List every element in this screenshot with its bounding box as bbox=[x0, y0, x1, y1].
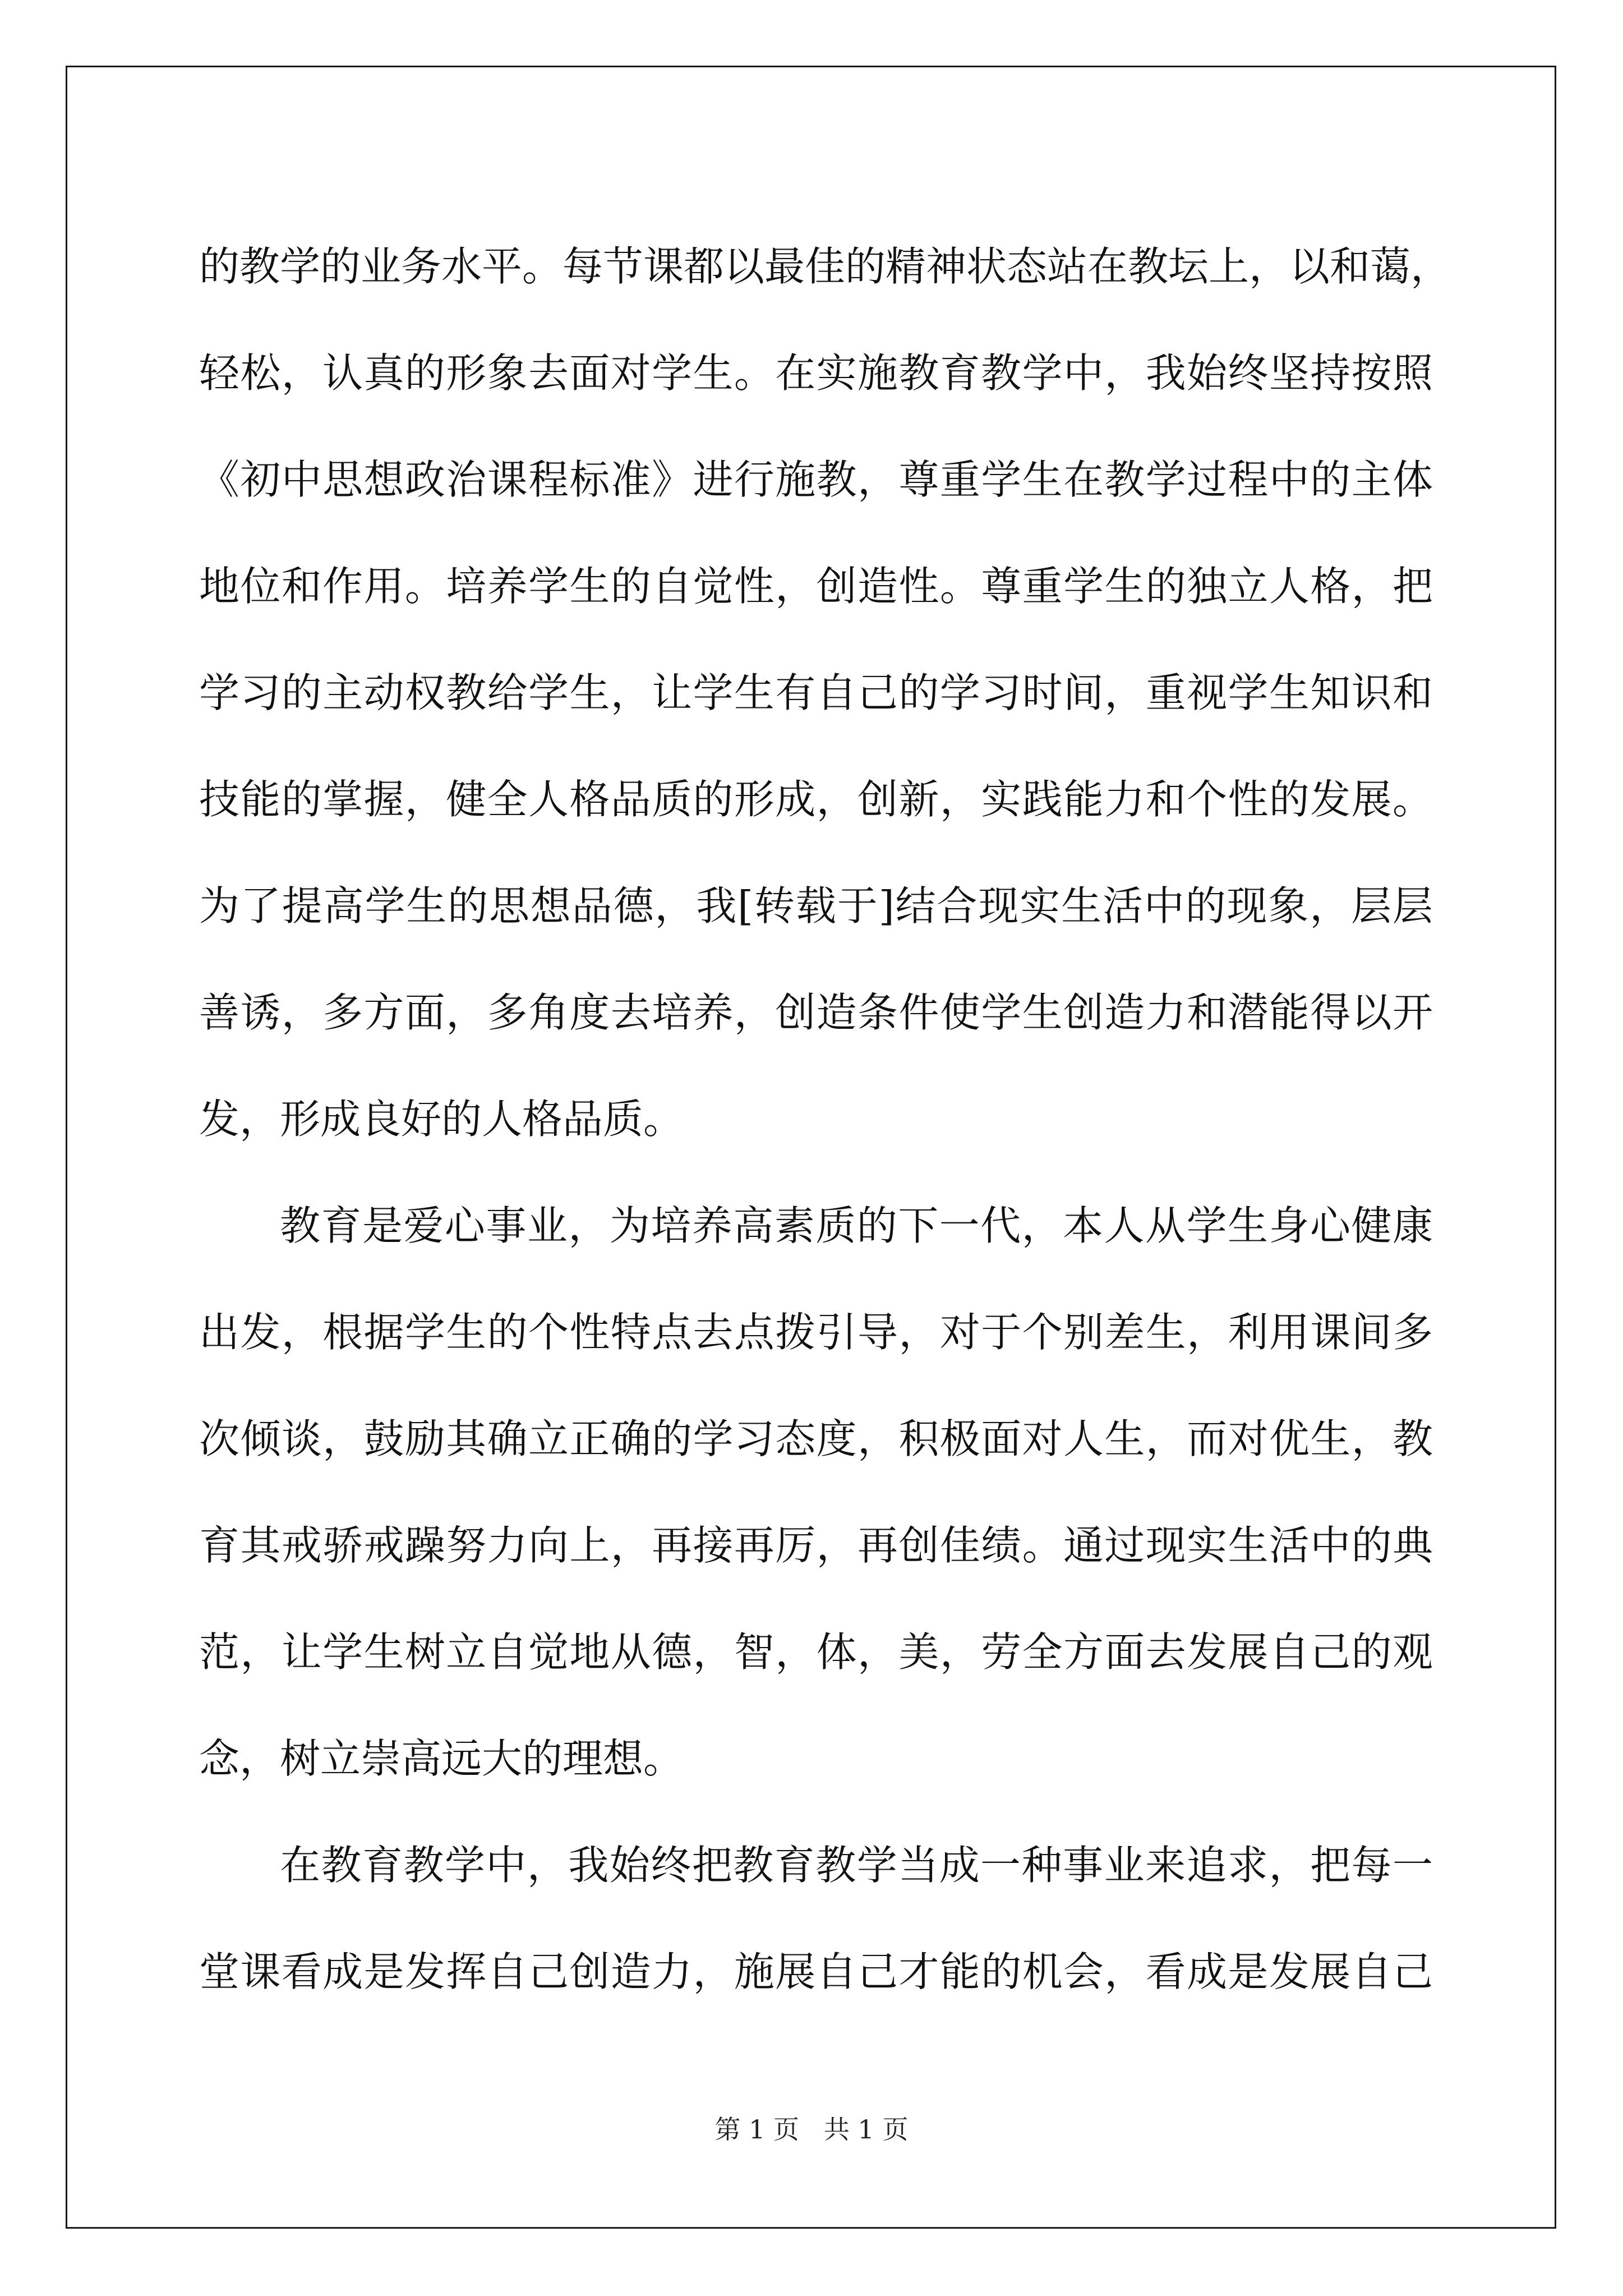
page-number: 第 1 页 bbox=[714, 2114, 800, 2145]
text-line: 的教学的业务水平。每节课都以最佳的精神状态站在教坛上，以和蔼， bbox=[199, 243, 1451, 290]
text-line: 技能的掌握，健全人格品质的形成，创新，实践能力和个性的发展。 bbox=[199, 776, 1433, 823]
text-line: 在教育教学中，我始终把教育教学当成一种事业来追求，把每一 bbox=[280, 1842, 1433, 1889]
text-line: 学习的主动权教给学生，让学生有自己的学习时间，重视学生知识和 bbox=[199, 669, 1433, 716]
text-line: 育其戒骄戒躁努力向上，再接再厉，再创佳绩。通过现实生活中的典 bbox=[199, 1522, 1433, 1569]
text-line: 轻松，认真的形象去面对学生。在实施教育教学中，我始终坚持按照 bbox=[199, 349, 1433, 397]
text-line: 《初中思想政治课程标准》进行施教，尊重学生在教学过程中的主体 bbox=[199, 456, 1433, 503]
text-line: 出发，根据学生的个性特点去点拨引导，对于个别差生，利用课间多 bbox=[199, 1309, 1433, 1356]
page-footer bbox=[0, 2109, 1623, 2146]
text-line: 次倾谈，鼓励其确立正确的学习态度，积极面对人生，而对优生，教 bbox=[199, 1415, 1433, 1462]
text-line: 教育是爱心事业，为培养高素质的下一代，本人从学生身心健康 bbox=[280, 1202, 1433, 1249]
text-line: 为了提高学生的思想品德，我[转载于]结合现实生活中的现象，层层 bbox=[199, 882, 1433, 930]
text-line: 发，形成良好的人格品质。 bbox=[199, 1096, 684, 1143]
page-total: 共 1 页 bbox=[823, 2114, 909, 2145]
text-line: 念，树立崇高远大的理想。 bbox=[199, 1735, 684, 1782]
document-body bbox=[199, 213, 1451, 2025]
text-line: 善诱，多方面，多角度去培养，创造条件使学生创造力和潜能得以开 bbox=[199, 989, 1433, 1036]
text-line: 地位和作用。培养学生的自觉性，创造性。尊重学生的独立人格，把 bbox=[199, 563, 1433, 610]
text-line: 范，让学生树立自觉地从德，智，体，美，劳全方面去发展自己的观 bbox=[199, 1628, 1433, 1676]
text-line: 堂课看成是发挥自己创造力，施展自己才能的机会，看成是发展自己 bbox=[199, 1948, 1433, 1995]
